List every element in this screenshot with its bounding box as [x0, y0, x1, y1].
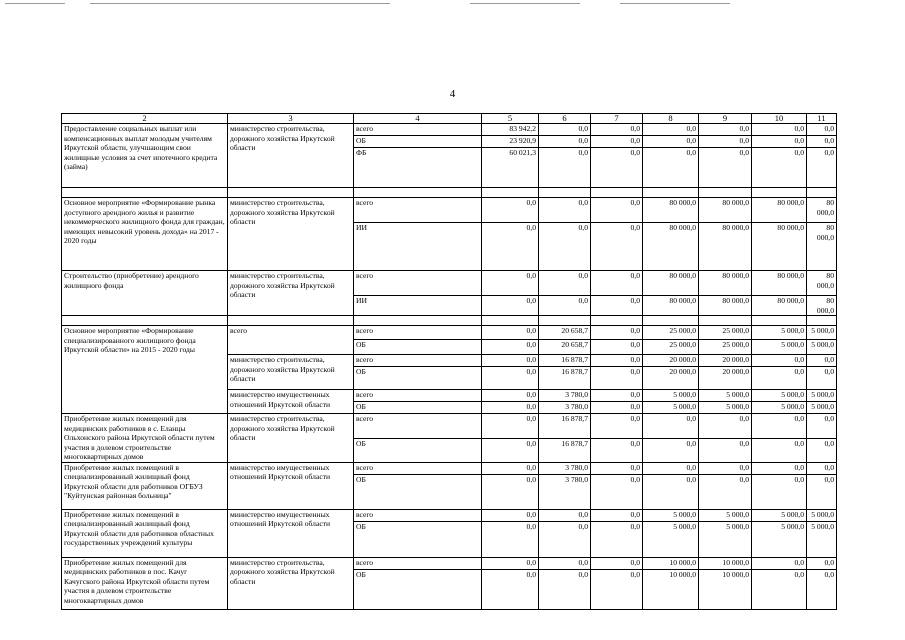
value-cell-col-8: 80 000,0 — [643, 271, 699, 296]
value-cell-col-8: 0,0 — [643, 148, 699, 188]
value-cell-col-7: 0,0 — [591, 367, 643, 390]
value-cell-col-5: 60 021,3 — [482, 148, 539, 188]
value-cell-col-10: 0,0 — [752, 148, 807, 188]
spacer-cell — [539, 316, 591, 326]
value-cell-col-8: 5 000,0 — [643, 521, 699, 557]
value-cell-col-5: 0,0 — [482, 474, 539, 509]
value-cell-col-8: 0,0 — [643, 439, 699, 462]
value-cell-col-5: 0,0 — [482, 340, 539, 355]
table-row — [62, 326, 837, 340]
value-cell-col-11: 0,0 — [807, 148, 837, 188]
value-cell-col-5: 0,0 — [482, 521, 539, 557]
value-cell-col-5: 0,0 — [482, 390, 539, 402]
value-cell-col-6: 16 878,7 — [539, 439, 591, 462]
value-cell-col-7: 0,0 — [591, 136, 643, 148]
value-cell-col-11: 0,0 — [807, 124, 837, 136]
value-cell-col-5: 83 942,2 — [482, 124, 539, 136]
value-cell-col-10: 0,0 — [752, 569, 807, 609]
measure-name-cell: Приобретение жилых помещений для медицинских работников в пос. Качуг Качугского района Иркутской области путем участия в долевом строительстве многоквартирных домов — [62, 557, 228, 609]
value-cell-col-11: 0,0 — [807, 367, 837, 390]
funding-source-cell: всего — [354, 198, 482, 223]
table-body — [62, 114, 837, 610]
value-cell-col-10: 5 000,0 — [752, 521, 807, 557]
responsible-org-cell: министерство имущественных отношений Иркутской области — [228, 509, 354, 557]
value-cell-col-6: 0,0 — [539, 509, 591, 521]
value-cell-col-7: 0,0 — [591, 340, 643, 355]
value-cell-col-6: 3 780,0 — [539, 390, 591, 402]
value-cell-col-10: 0,0 — [752, 414, 807, 439]
value-cell-col-7: 0,0 — [591, 271, 643, 296]
value-cell-col-9: 0,0 — [699, 124, 752, 136]
value-cell-col-9: 20 000,0 — [699, 367, 752, 390]
measure-name-cell: Приобретение жилых помещений для медицинских работников в с. Еланцы Ольхонского района Иркутской области путем участия в долевом строительстве многоквартирных домов — [62, 414, 228, 463]
table-row — [62, 271, 837, 296]
value-cell-col-7: 0,0 — [591, 390, 643, 402]
responsible-org-cell: министерство строительства, дорожного хозяйства Иркутской области — [228, 557, 354, 609]
column-header-5: 5 — [482, 114, 539, 124]
value-cell-col-8: 80 000,0 — [643, 223, 699, 271]
column-header-6: 6 — [539, 114, 591, 124]
value-cell-col-5: 0,0 — [482, 223, 539, 271]
spacer-cell — [228, 188, 354, 198]
funding-source-cell: ИИ — [354, 296, 482, 316]
spacer-cell — [643, 188, 699, 198]
table-row — [62, 509, 837, 521]
value-cell-col-6: 20 658,7 — [539, 326, 591, 340]
value-cell-col-10: 5 000,0 — [752, 509, 807, 521]
table-row — [62, 462, 837, 474]
value-cell-col-6: 0,0 — [539, 124, 591, 136]
spacer-cell — [62, 188, 228, 198]
value-cell-col-5: 0,0 — [482, 198, 539, 223]
scan-artifact-line — [90, 3, 390, 4]
value-cell-col-9: 25 000,0 — [699, 340, 752, 355]
value-cell-col-5: 0,0 — [482, 439, 539, 462]
responsible-org-cell: министерство строительства, дорожного хозяйства Иркутской области — [228, 198, 354, 271]
value-cell-col-10: 80 000,0 — [752, 271, 807, 296]
value-cell-col-8: 0,0 — [643, 136, 699, 148]
funding-source-cell: ОБ — [354, 439, 482, 462]
funding-source-cell: всего — [354, 390, 482, 402]
scan-artifact-line — [470, 3, 580, 4]
value-cell-col-9: 5 000,0 — [699, 390, 752, 402]
value-cell-col-7: 0,0 — [591, 439, 643, 462]
value-cell-col-11: 0,0 — [807, 569, 837, 609]
table-row — [62, 414, 837, 439]
value-cell-col-7: 0,0 — [591, 124, 643, 136]
value-cell-col-11: 0,0 — [807, 136, 837, 148]
column-header-3: 3 — [228, 114, 354, 124]
value-cell-col-7: 0,0 — [591, 474, 643, 509]
value-cell-col-8: 0,0 — [643, 414, 699, 439]
value-cell-col-9: 5 000,0 — [699, 521, 752, 557]
value-cell-col-10: 5 000,0 — [752, 340, 807, 355]
value-cell-col-11: 5 000,0 — [807, 402, 837, 414]
measure-name-cell: Строительство (приобретение) арендного жилищного фонда — [62, 271, 228, 316]
value-cell-col-8: 10 000,0 — [643, 569, 699, 609]
value-cell-col-10: 0,0 — [752, 439, 807, 462]
spacer-cell — [228, 316, 354, 326]
value-cell-col-10: 80 000,0 — [752, 198, 807, 223]
value-cell-col-11: 5 000,0 — [807, 326, 837, 340]
column-header-8: 8 — [643, 114, 699, 124]
value-cell-col-7: 0,0 — [591, 462, 643, 474]
value-cell-col-8: 10 000,0 — [643, 557, 699, 569]
value-cell-col-8: 5 000,0 — [643, 390, 699, 402]
funding-source-cell: всего — [354, 414, 482, 439]
responsible-org-cell: министерство строительства, дорожного хозяйства Иркутской области — [228, 271, 354, 316]
value-cell-col-10: 80 000,0 — [752, 223, 807, 271]
value-cell-col-10: 0,0 — [752, 367, 807, 390]
funding-source-cell: ОБ — [354, 136, 482, 148]
spacer-row — [62, 188, 837, 198]
value-cell-col-7: 0,0 — [591, 198, 643, 223]
funding-source-cell: всего — [354, 509, 482, 521]
value-cell-col-10: 80 000,0 — [752, 296, 807, 316]
value-cell-col-9: 0,0 — [699, 414, 752, 439]
responsible-org-cell: министерство строительства, дорожного хозяйства Иркутской области — [228, 355, 354, 390]
value-cell-col-7: 0,0 — [591, 326, 643, 340]
value-cell-col-7: 0,0 — [591, 509, 643, 521]
value-cell-col-7: 0,0 — [591, 569, 643, 609]
spacer-cell — [643, 316, 699, 326]
value-cell-col-8: 80 000,0 — [643, 296, 699, 316]
value-cell-col-7: 0,0 — [591, 223, 643, 271]
column-header-2: 2 — [62, 114, 228, 124]
measure-name-cell: Предоставление социальных выплат или компенсационных выплат молодым учителям Иркутской области, улучшающим свои жилищные условия за счет ипотечного кредита (займа) — [62, 124, 228, 188]
value-cell-col-9: 0,0 — [699, 136, 752, 148]
value-cell-col-5: 0,0 — [482, 355, 539, 367]
value-cell-col-10: 0,0 — [752, 462, 807, 474]
value-cell-col-6: 0,0 — [539, 136, 591, 148]
value-cell-col-7: 0,0 — [591, 148, 643, 188]
value-cell-col-6: 0,0 — [539, 296, 591, 316]
value-cell-col-11: 5 000,0 — [807, 509, 837, 521]
value-cell-col-11: 80 000,0 — [807, 271, 837, 296]
value-cell-col-6: 3 780,0 — [539, 462, 591, 474]
funding-source-cell: ФБ — [354, 148, 482, 188]
value-cell-col-5: 0,0 — [482, 462, 539, 474]
table-row — [62, 557, 837, 569]
value-cell-col-7: 0,0 — [591, 296, 643, 316]
value-cell-col-11: 80 000,0 — [807, 198, 837, 223]
value-cell-col-8: 25 000,0 — [643, 326, 699, 340]
value-cell-col-9: 80 000,0 — [699, 223, 752, 271]
column-header-10: 10 — [752, 114, 807, 124]
value-cell-col-8: 80 000,0 — [643, 198, 699, 223]
value-cell-col-6: 3 780,0 — [539, 474, 591, 509]
value-cell-col-6: 16 878,7 — [539, 355, 591, 367]
funding-source-cell: всего — [354, 355, 482, 367]
value-cell-col-6: 0,0 — [539, 271, 591, 296]
funding-source-cell: ОБ — [354, 340, 482, 355]
funding-source-cell: всего — [354, 326, 482, 340]
value-cell-col-11: 0,0 — [807, 414, 837, 439]
table-row — [62, 124, 837, 136]
value-cell-col-8: 20 000,0 — [643, 355, 699, 367]
spacer-cell — [699, 316, 752, 326]
value-cell-col-7: 0,0 — [591, 521, 643, 557]
value-cell-col-9: 0,0 — [699, 148, 752, 188]
value-cell-col-8: 5 000,0 — [643, 402, 699, 414]
value-cell-col-9: 0,0 — [699, 474, 752, 509]
value-cell-col-5: 23 920,9 — [482, 136, 539, 148]
spacer-cell — [752, 188, 807, 198]
measure-name-cell: Основное мероприятие «Формирование специализированного жилищного фонда Иркутской области» на 2015 - 2020 годы — [62, 326, 228, 414]
funding-source-cell: ИИ — [354, 223, 482, 271]
column-header-9: 9 — [699, 114, 752, 124]
spacer-cell — [807, 316, 837, 326]
funding-source-cell: ОБ — [354, 521, 482, 557]
value-cell-col-9: 25 000,0 — [699, 326, 752, 340]
responsible-org-cell: министерство имущественных отношений Иркутской области — [228, 462, 354, 509]
scan-artifact-line — [620, 3, 730, 4]
value-cell-col-11: 80 000,0 — [807, 223, 837, 271]
responsible-org-cell: министерство строительства, дорожного хозяйства Иркутской области — [228, 124, 354, 188]
value-cell-col-11: 5 000,0 — [807, 340, 837, 355]
value-cell-col-6: 0,0 — [539, 569, 591, 609]
column-header-7: 7 — [591, 114, 643, 124]
spacer-cell — [62, 316, 228, 326]
funding-source-cell: ОБ — [354, 367, 482, 390]
value-cell-col-10: 0,0 — [752, 474, 807, 509]
value-cell-col-11: 0,0 — [807, 439, 837, 462]
value-cell-col-9: 20 000,0 — [699, 355, 752, 367]
value-cell-col-7: 0,0 — [591, 402, 643, 414]
value-cell-col-7: 0,0 — [591, 355, 643, 367]
spacer-cell — [482, 316, 539, 326]
value-cell-col-5: 0,0 — [482, 414, 539, 439]
value-cell-col-6: 0,0 — [539, 557, 591, 569]
table-row — [62, 198, 837, 223]
value-cell-col-11: 5 000,0 — [807, 521, 837, 557]
spacer-cell — [539, 188, 591, 198]
value-cell-col-10: 0,0 — [752, 136, 807, 148]
value-cell-col-9: 0,0 — [699, 462, 752, 474]
funding-source-cell: всего — [354, 271, 482, 296]
funding-source-cell: всего — [354, 557, 482, 569]
spacer-cell — [807, 188, 837, 198]
value-cell-col-9: 5 000,0 — [699, 402, 752, 414]
value-cell-col-5: 0,0 — [482, 296, 539, 316]
value-cell-col-11: 0,0 — [807, 557, 837, 569]
value-cell-col-9: 80 000,0 — [699, 198, 752, 223]
spacer-cell — [591, 188, 643, 198]
funding-source-cell: ОБ — [354, 569, 482, 609]
value-cell-col-10: 5 000,0 — [752, 326, 807, 340]
value-cell-col-8: 25 000,0 — [643, 340, 699, 355]
value-cell-col-9: 10 000,0 — [699, 557, 752, 569]
column-header-11: 11 — [807, 114, 837, 124]
value-cell-col-9: 10 000,0 — [699, 569, 752, 609]
value-cell-col-9: 5 000,0 — [699, 509, 752, 521]
value-cell-col-8: 20 000,0 — [643, 367, 699, 390]
value-cell-col-9: 0,0 — [699, 439, 752, 462]
value-cell-col-5: 0,0 — [482, 569, 539, 609]
header-row — [62, 114, 837, 124]
value-cell-col-11: 5 000,0 — [807, 390, 837, 402]
value-cell-col-11: 0,0 — [807, 462, 837, 474]
value-cell-col-6: 0,0 — [539, 198, 591, 223]
value-cell-col-6: 0,0 — [539, 223, 591, 271]
responsible-org-cell: министерство имущественных отношений Иркутской области — [228, 390, 354, 414]
funding-source-cell: всего — [354, 462, 482, 474]
responsible-org-cell: всего — [228, 326, 354, 355]
value-cell-col-5: 0,0 — [482, 557, 539, 569]
value-cell-col-10: 0,0 — [752, 355, 807, 367]
value-cell-col-6: 0,0 — [539, 521, 591, 557]
value-cell-col-8: 0,0 — [643, 124, 699, 136]
value-cell-col-10: 5 000,0 — [752, 402, 807, 414]
value-cell-col-11: 0,0 — [807, 474, 837, 509]
value-cell-col-11: 80 000,0 — [807, 296, 837, 316]
value-cell-col-9: 80 000,0 — [699, 296, 752, 316]
value-cell-col-5: 0,0 — [482, 326, 539, 340]
value-cell-col-8: 0,0 — [643, 462, 699, 474]
value-cell-col-6: 0,0 — [539, 148, 591, 188]
value-cell-col-10: 0,0 — [752, 557, 807, 569]
spacer-cell — [354, 188, 482, 198]
value-cell-col-11: 0,0 — [807, 355, 837, 367]
funding-source-cell: ОБ — [354, 402, 482, 414]
spacer-cell — [354, 316, 482, 326]
value-cell-col-9: 80 000,0 — [699, 271, 752, 296]
spacer-row — [62, 316, 837, 326]
spacer-cell — [752, 316, 807, 326]
value-cell-col-5: 0,0 — [482, 509, 539, 521]
value-cell-col-10: 5 000,0 — [752, 390, 807, 402]
measure-name-cell: Приобретение жилых помещений в специализированный жилищный фонд Иркутской области для работников ОГБУЗ "Куйтунская районная больница" — [62, 462, 228, 509]
spacer-cell — [591, 316, 643, 326]
scan-artifact-line — [5, 3, 65, 4]
budget-table — [61, 113, 837, 610]
value-cell-col-8: 5 000,0 — [643, 509, 699, 521]
column-header-4: 4 — [354, 114, 482, 124]
value-cell-col-6: 16 878,7 — [539, 414, 591, 439]
value-cell-col-5: 0,0 — [482, 367, 539, 390]
value-cell-col-5: 0,0 — [482, 271, 539, 296]
measure-name-cell: Приобретение жилых помещений в специализированный жилищный фонд Иркутской области для работников областных государственных учреждений культуры — [62, 509, 228, 557]
funding-source-cell: ОБ — [354, 474, 482, 509]
value-cell-col-7: 0,0 — [591, 414, 643, 439]
measure-name-cell: Основное мероприятие «Формирование рынка доступного арендного жилья и развитие некоммерческого жилищного фонда для граждан, имеющих невысокий уровень дохода» на 2017 - 2020 годы — [62, 198, 228, 271]
value-cell-col-6: 20 658,7 — [539, 340, 591, 355]
value-cell-col-10: 0,0 — [752, 124, 807, 136]
value-cell-col-6: 3 780,0 — [539, 402, 591, 414]
spacer-cell — [482, 188, 539, 198]
value-cell-col-7: 0,0 — [591, 557, 643, 569]
value-cell-col-8: 0,0 — [643, 474, 699, 509]
spacer-cell — [699, 188, 752, 198]
funding-source-cell: всего — [354, 124, 482, 136]
responsible-org-cell: министерство строительства, дорожного хозяйства Иркутской области — [228, 414, 354, 463]
page-number: 4 — [449, 88, 456, 100]
value-cell-col-6: 16 878,7 — [539, 367, 591, 390]
value-cell-col-5: 0,0 — [482, 402, 539, 414]
